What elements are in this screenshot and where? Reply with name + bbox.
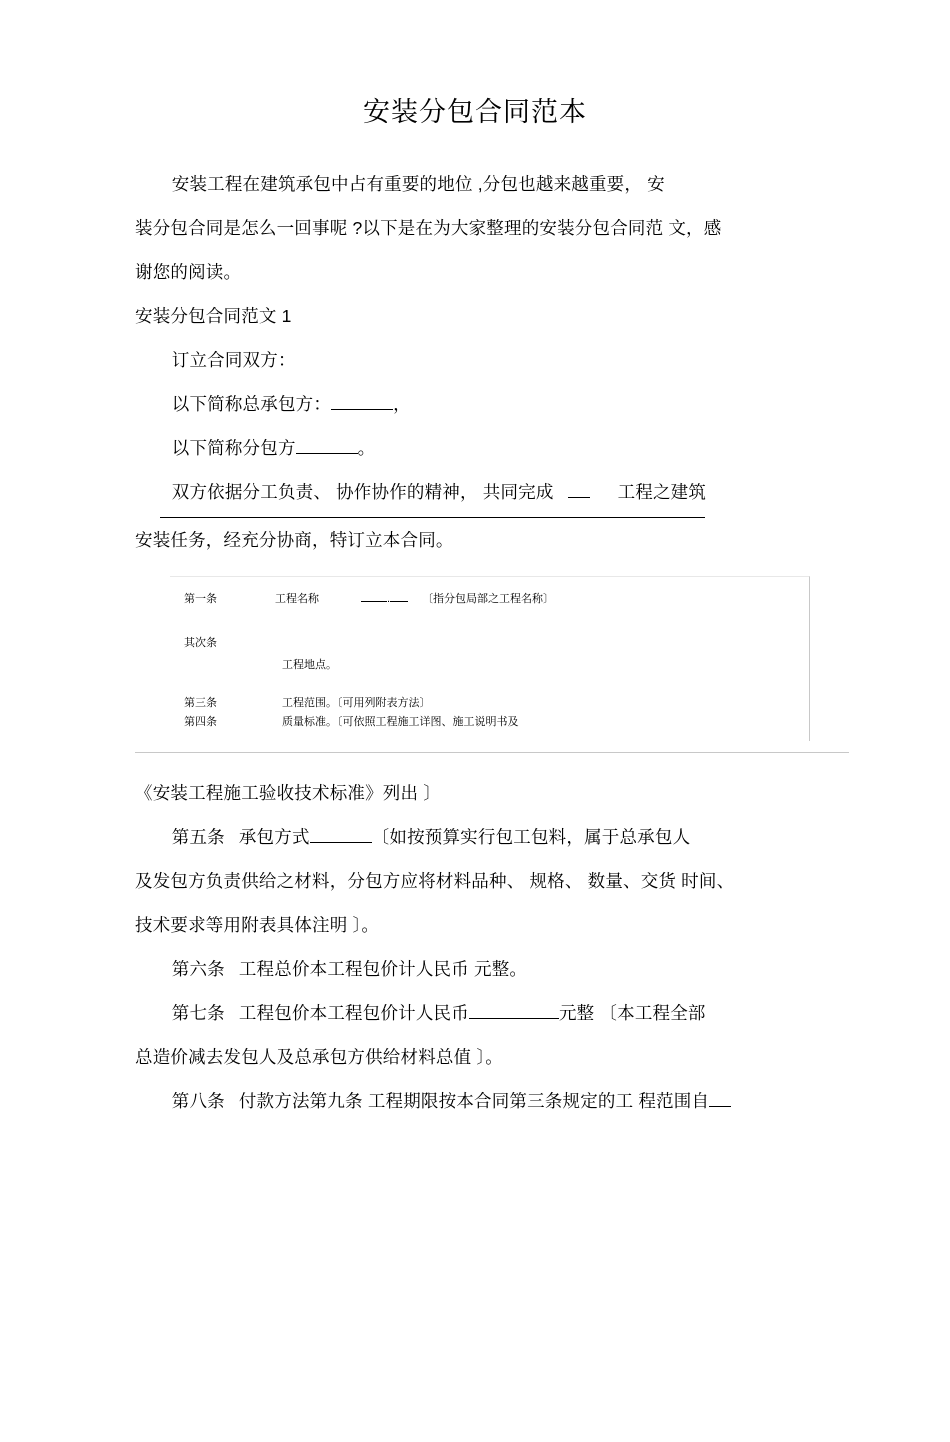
fill-blank	[568, 497, 590, 498]
clause-5-cont-1: 及发包方负责供给之材料，分包方应将材料品种、 规格、 数量、交货 时间、	[135, 871, 735, 892]
document-page	[0, 96, 950, 1442]
fill-blank	[331, 409, 393, 410]
after-box-line: 《安装工程施工验收技术标准》列出 〕	[135, 783, 441, 804]
page-title: 安装分包合同范本	[363, 97, 587, 127]
task-line: 安装任务，经充分协商，特订立本合同。	[135, 530, 454, 551]
party-general-contractor-label: 以下简称总承包方：	[171, 394, 332, 415]
fill-blank	[709, 1106, 731, 1107]
fill-blank	[310, 842, 372, 843]
cooperation-tail: 工程之建筑	[617, 482, 707, 503]
party-subcontractor-tail: 。	[357, 438, 376, 459]
party-general-contractor	[135, 382, 815, 426]
table-row	[184, 714, 217, 730]
clause-6-label: 第六条	[171, 959, 225, 980]
intro-line-1: 安装工程在建筑承包中占有重要的地位 ,分包也越来越重要， 安	[171, 174, 665, 195]
clause-table: 第一条 工程名称 . 〔指分包局部之工程名称〕 其次条 工程地点。 第三条 工程范围。〔可用列附表方法〕 第四条 质量标准。〔可依照工程施工详图、施工说明书及	[170, 576, 810, 741]
clause-8-text: 付款方法第九条 工程期限按本合同第三条规定的工 程范围自	[238, 1091, 710, 1112]
clause-7-label: 第七条	[171, 1003, 225, 1024]
party-general-contractor-tail: ，	[393, 394, 411, 415]
clause-number: 第三条	[184, 697, 217, 710]
clause-6-text: 工程总价本工程包价计人民币 元整。	[238, 959, 528, 980]
fill-blank	[361, 601, 387, 602]
clause-5	[135, 815, 815, 859]
document-body	[0, 162, 950, 1123]
clause-number: 第四条	[184, 716, 217, 729]
clause-note: 〔指分包局部之工程名称〕	[422, 593, 555, 606]
clause-number: 其次条	[184, 637, 217, 650]
section-heading: 安装分包合同范文 1	[135, 306, 292, 327]
intro-line-3: 谢您的阅读。	[135, 262, 242, 283]
clause-text: 质量标准。〔可依照工程施工详图、施工说明书及	[282, 716, 519, 729]
clause-text: 工程范围。〔可用列附表方法〕	[282, 697, 431, 710]
table-row	[184, 695, 217, 711]
clause-7-cont: 总造价减去发包人及总承包方供给材料总值 〕。	[135, 1047, 504, 1068]
clause-text: 工程地点。	[282, 659, 337, 672]
table-row	[184, 591, 217, 607]
party-subcontractor-label: 以下简称分包方	[171, 438, 296, 459]
party-subcontractor	[135, 426, 815, 470]
cooperation-line	[135, 470, 815, 518]
clause-7	[135, 991, 815, 1035]
clause-7-rest: 元整 〔本工程全部	[558, 1003, 706, 1024]
parties-heading: 订立合同双方：	[171, 350, 296, 371]
clause-5-cont-2: 技术要求等用附表具体注明 〕。	[135, 915, 380, 936]
clause-8-label: 第八条	[171, 1091, 225, 1112]
intro-line-2: 装分包合同是怎么一回事呢 ?以下是在为大家整理的安装分包合同范 文，感	[135, 218, 722, 239]
cooperation-text: 双方依据分工负责、 协作协作的精神， 共同完成	[171, 482, 554, 503]
fill-blank	[296, 453, 358, 454]
clause-5-label: 第五条	[171, 827, 225, 848]
clause-8	[135, 1079, 815, 1123]
table-row	[184, 635, 217, 651]
clause-text: 工程名称	[275, 593, 319, 606]
fill-blank	[469, 1018, 559, 1019]
clause-number: 第一条	[184, 593, 217, 606]
clause-7-text: 工程包价本工程包价计人民币	[238, 1003, 469, 1024]
clause-5-rest: 〔如按预算实行包工包料，属于总承包人	[371, 827, 691, 848]
clause-6	[135, 947, 815, 991]
clause-5-text: 承包方式	[238, 827, 310, 848]
fill-blank	[390, 601, 408, 602]
